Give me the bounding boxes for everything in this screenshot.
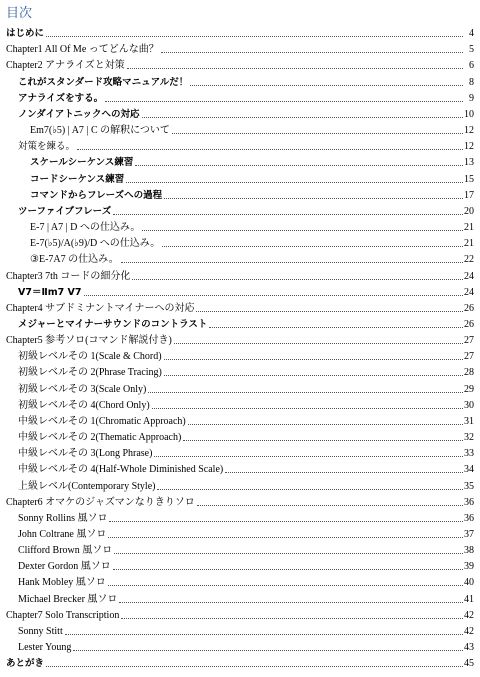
dot-leader bbox=[142, 230, 463, 231]
dot-leader bbox=[114, 553, 463, 554]
toc-entry[interactable] bbox=[0, 493, 480, 509]
toc-entry-page: 26 bbox=[464, 302, 474, 314]
toc-entry[interactable] bbox=[0, 105, 480, 121]
dot-leader bbox=[154, 456, 463, 457]
toc-entry[interactable] bbox=[0, 40, 480, 56]
toc-entry-label: 中級レベルその 4(Half-Whole Diminished Scale) bbox=[18, 464, 224, 476]
toc-entry-page: 21 bbox=[464, 222, 474, 234]
toc-entry[interactable] bbox=[0, 169, 480, 185]
dot-leader bbox=[162, 246, 463, 247]
toc-entry-label: これがスタンダード攻略マニュアルだ！ bbox=[18, 76, 189, 88]
toc-entry[interactable] bbox=[0, 460, 480, 476]
dot-leader bbox=[197, 505, 463, 506]
dot-leader bbox=[108, 537, 463, 538]
toc-entry-label: ノンダイアトニックへの対応 bbox=[18, 108, 140, 120]
toc-entry[interactable] bbox=[0, 121, 480, 137]
toc-entry-label: E-7(♭5)/A(♭9)/D への仕込み。 bbox=[30, 238, 161, 250]
toc-entry-page: 20 bbox=[464, 205, 474, 217]
dot-leader bbox=[135, 165, 463, 166]
dot-leader bbox=[164, 375, 463, 376]
toc-entry[interactable] bbox=[0, 476, 480, 492]
toc-entry-label: はじめに bbox=[6, 28, 45, 40]
dot-leader bbox=[46, 36, 463, 37]
dot-leader bbox=[73, 650, 463, 651]
toc-entry-label: Chapter3 7th コードの細分化 bbox=[6, 270, 131, 282]
toc-entry[interactable] bbox=[0, 363, 480, 379]
toc-entry-page: 12 bbox=[464, 141, 474, 153]
toc-entry[interactable] bbox=[0, 331, 480, 347]
toc-entry[interactable] bbox=[0, 606, 480, 622]
toc-entry-label: Chapter5 参考ソロ(コマンド解説付き) bbox=[6, 335, 172, 347]
toc-entry-label: John Coltrane 風ソロ bbox=[18, 529, 107, 540]
dot-leader bbox=[46, 666, 463, 667]
toc-entry-page: 26 bbox=[464, 318, 474, 330]
toc-entry-page: 41 bbox=[464, 593, 474, 605]
dot-leader bbox=[84, 295, 464, 296]
toc-entry-label: 上級レベル(Contemporary Style) bbox=[18, 480, 156, 492]
toc-entry[interactable] bbox=[0, 137, 480, 153]
dot-leader bbox=[161, 52, 463, 53]
toc-entry-page: 8 bbox=[464, 77, 474, 89]
toc-entry[interactable] bbox=[0, 299, 480, 315]
dot-leader bbox=[209, 327, 463, 328]
dot-leader bbox=[190, 85, 463, 86]
dot-leader bbox=[164, 359, 463, 360]
toc-entry[interactable] bbox=[0, 525, 480, 541]
toc-entry-label: 中級レベルその 2(Thematic Approach) bbox=[18, 432, 182, 444]
dot-leader bbox=[132, 279, 463, 280]
toc-entry-page: 13 bbox=[464, 157, 474, 169]
toc-entry-page: 42 bbox=[464, 625, 474, 637]
toc-entry-page: 40 bbox=[464, 577, 474, 589]
toc-entry[interactable] bbox=[0, 412, 480, 428]
toc-entry[interactable] bbox=[0, 444, 480, 460]
toc-entry-page: 21 bbox=[464, 238, 474, 250]
toc-entry-label: 初級レベルその 2(Phrase Tracing) bbox=[18, 367, 162, 379]
toc-entry-page: 45 bbox=[464, 658, 474, 670]
dot-leader bbox=[113, 569, 463, 570]
toc-entry-page: 15 bbox=[464, 173, 474, 185]
toc-entry[interactable] bbox=[0, 509, 480, 525]
dot-leader bbox=[121, 262, 463, 263]
toc-entry[interactable] bbox=[0, 56, 480, 72]
toc-entry-page: 33 bbox=[464, 448, 474, 460]
toc-entry[interactable] bbox=[0, 654, 480, 670]
toc-entry-label: Hank Mobley 風ソロ bbox=[18, 577, 106, 589]
toc-entry-label: 初級レベルその 1(Scale & Chord) bbox=[18, 351, 162, 363]
toc-entry-page: 30 bbox=[464, 399, 474, 411]
dot-leader bbox=[109, 521, 463, 522]
toc-entry-label: Chapter4 サブドミナントマイナーへの対応 bbox=[6, 302, 195, 314]
toc-entry-label: Chapter1 All Of Me ってどんな曲？ bbox=[6, 44, 159, 56]
toc-entry-page: 27 bbox=[464, 351, 474, 363]
toc-entry-label: スケールシーケンス練習 bbox=[30, 157, 134, 169]
toc-entry-page: 28 bbox=[464, 367, 474, 379]
toc-entry[interactable] bbox=[0, 557, 480, 573]
toc-entry-label: メジャーとマイナーサウンドのコントラスト bbox=[18, 318, 208, 330]
dot-leader bbox=[105, 101, 463, 102]
dot-leader bbox=[65, 634, 463, 635]
toc-entry[interactable] bbox=[0, 379, 480, 395]
toc-entry-label: 対策を練る。 bbox=[18, 141, 76, 153]
toc-entry-label: コマンドからフレーズへの過程 bbox=[30, 189, 163, 201]
toc-entry-page: 39 bbox=[464, 561, 474, 573]
dot-leader bbox=[119, 602, 463, 603]
toc-entry-label: Dexter Gordon 風ソロ bbox=[18, 561, 111, 573]
dot-leader bbox=[77, 149, 463, 150]
toc-entry[interactable] bbox=[0, 153, 480, 169]
toc-entry-page: 43 bbox=[464, 642, 474, 654]
toc-entry-page: 22 bbox=[464, 254, 474, 266]
toc-entry-label: 初級レベルその 3(Scale Only) bbox=[18, 383, 147, 395]
toc-entry-page: 10 bbox=[464, 108, 474, 120]
toc-entry-label: Michael Brecker 風ソロ bbox=[18, 593, 118, 605]
toc-entry[interactable] bbox=[0, 89, 480, 105]
toc-entry-label: ③E-7A7 の仕込み。 bbox=[30, 254, 119, 266]
dot-leader bbox=[113, 214, 463, 215]
toc-entry-page: 4 bbox=[464, 28, 474, 40]
toc-entry[interactable] bbox=[0, 589, 480, 605]
dot-leader bbox=[121, 618, 463, 619]
toc-entry-label: Sonny Stitt bbox=[18, 625, 63, 637]
toc-entry[interactable] bbox=[0, 218, 480, 234]
toc-entry[interactable] bbox=[0, 541, 480, 557]
toc-entry-page: 24 bbox=[464, 270, 474, 282]
toc-entry-label: 中級レベルその 1(Chromatic Approach) bbox=[18, 415, 186, 427]
dot-leader bbox=[174, 343, 463, 344]
toc-entry[interactable] bbox=[0, 24, 480, 40]
toc-entry[interactable] bbox=[0, 573, 480, 589]
toc-entry-page: 17 bbox=[464, 189, 474, 201]
dot-leader bbox=[196, 311, 463, 312]
dot-leader bbox=[108, 585, 463, 586]
dot-leader bbox=[152, 408, 463, 409]
toc-entry-label: 初級レベルその 4(Chord Only) bbox=[18, 399, 150, 411]
dot-leader bbox=[148, 392, 463, 393]
toc-entry-label: アナライズをする。 bbox=[18, 92, 104, 104]
toc-entry-page: 34 bbox=[464, 464, 474, 476]
toc-entry-label: ツーファイブフレーズ bbox=[18, 205, 112, 217]
toc-entry-label: Em7(♭5) | A7 | C の解釈について bbox=[30, 125, 170, 137]
dot-leader bbox=[127, 68, 463, 69]
dot-leader bbox=[126, 182, 463, 183]
toc-entry-label: あとがき bbox=[6, 658, 45, 670]
toc-entry-page: 24 bbox=[464, 286, 474, 298]
toc-entry-label: 中級レベルその 3(Long Phrase) bbox=[18, 448, 153, 460]
dot-leader bbox=[183, 440, 463, 441]
toc-entry-page: 9 bbox=[464, 93, 474, 105]
toc-entry-label: Chapter7 Solo Transcription bbox=[6, 609, 120, 621]
toc-entry-label: Sonny Rollins 風ソロ bbox=[18, 512, 108, 524]
toc-entry-label: Chapter6 オマケのジャズマンなりきりソロ bbox=[6, 496, 195, 508]
toc-entry[interactable] bbox=[0, 283, 480, 299]
toc-list bbox=[0, 24, 480, 670]
toc-entry-label: Chapter2 アナライズと対策 bbox=[6, 60, 125, 72]
toc-entry[interactable] bbox=[0, 622, 480, 638]
toc-entry-page: 31 bbox=[464, 415, 474, 427]
toc-entry[interactable] bbox=[0, 347, 480, 363]
toc-entry-page: 27 bbox=[464, 335, 474, 347]
toc-entry-page: 29 bbox=[464, 383, 474, 395]
toc-entry-page: 12 bbox=[464, 125, 474, 137]
toc-entry-page: 36 bbox=[464, 496, 474, 508]
toc-entry-page: 35 bbox=[464, 480, 474, 492]
toc-entry-page: 42 bbox=[464, 609, 474, 621]
dot-leader bbox=[164, 198, 463, 199]
toc-entry[interactable] bbox=[0, 72, 480, 88]
toc-title: 目次 bbox=[6, 6, 33, 21]
toc-entry[interactable] bbox=[0, 396, 480, 412]
toc-entry-label: コードシーケンス練習 bbox=[30, 173, 125, 185]
toc-entry-label: Clifford Brown 風ソロ bbox=[18, 545, 113, 557]
toc-entry[interactable] bbox=[0, 266, 480, 282]
toc-entry-page: 32 bbox=[464, 432, 474, 444]
toc-entry[interactable] bbox=[0, 428, 480, 444]
dot-leader bbox=[188, 424, 463, 425]
toc-entry-page: 37 bbox=[464, 529, 474, 540]
toc-entry-label: Lester Young bbox=[18, 642, 72, 654]
toc-entry-label: V7＝Ⅱm7 V7 bbox=[18, 286, 82, 298]
dot-leader bbox=[157, 489, 463, 490]
toc-entry-page: 6 bbox=[464, 60, 474, 72]
toc-entry-page: 38 bbox=[464, 545, 474, 557]
toc-entry-label: E-7 | A7 | D への仕込み。 bbox=[30, 222, 141, 234]
toc-entry[interactable] bbox=[0, 315, 480, 331]
toc-entry-page: 36 bbox=[464, 512, 474, 524]
dot-leader bbox=[225, 472, 463, 473]
toc-entry[interactable] bbox=[0, 186, 480, 202]
dot-leader bbox=[172, 133, 463, 134]
toc-entry[interactable] bbox=[0, 638, 480, 654]
toc-entry[interactable] bbox=[0, 202, 480, 218]
dot-leader bbox=[142, 117, 463, 118]
toc-entry-page: 5 bbox=[464, 44, 474, 56]
toc-entry[interactable] bbox=[0, 234, 480, 250]
toc-entry[interactable] bbox=[0, 250, 480, 266]
